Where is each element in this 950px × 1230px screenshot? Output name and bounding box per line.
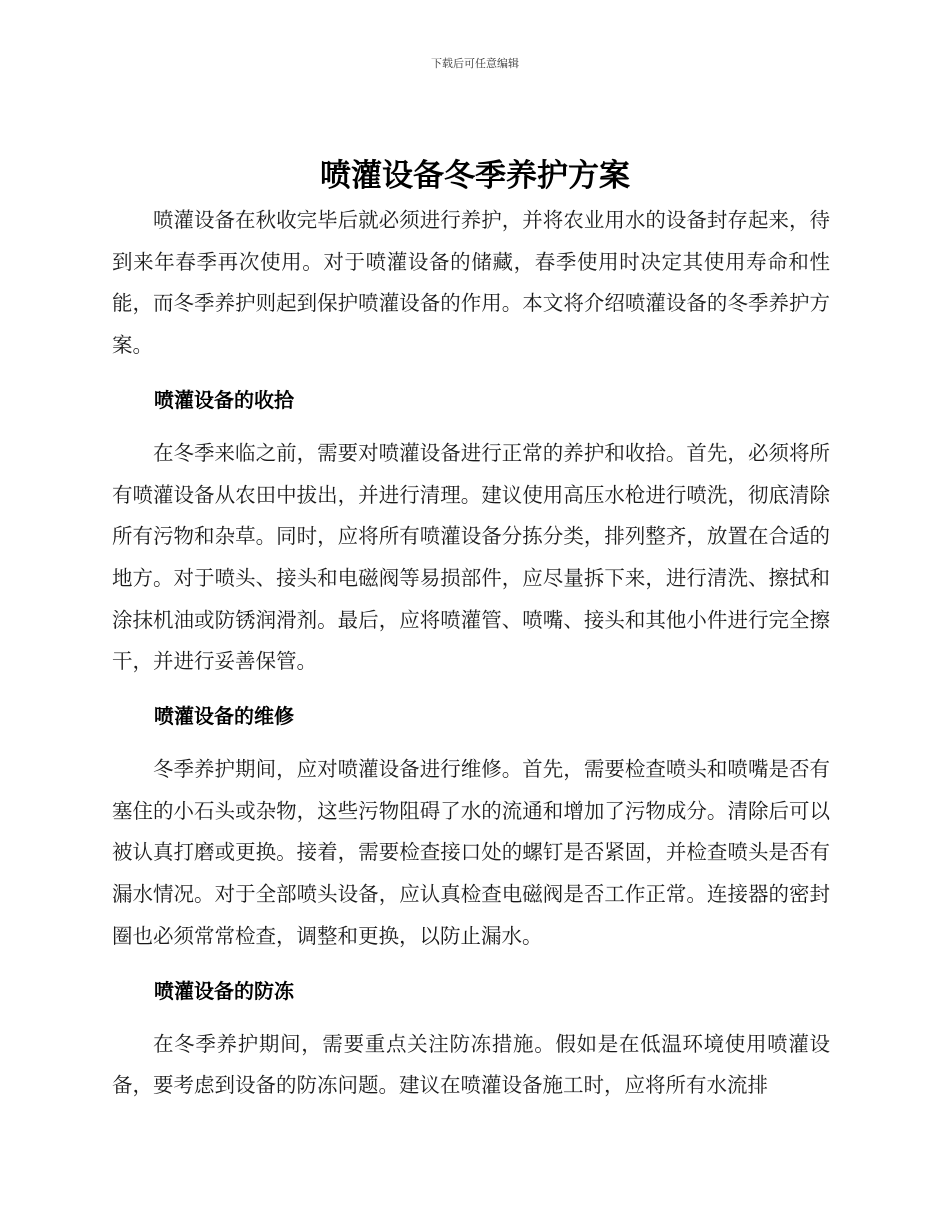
section-heading-antifreeze: 喷灌设备的防冻 xyxy=(154,978,294,1003)
section-paragraph-maintenance: 冬季养护期间，应对喷灌设备进行维修。首先，需要检查喷头和喷嘴是否有塞住的小石头或杂物，这些污物阻碍了水的流通和增加了污物成分。清除后可以被认真打磨或更换。接着，需要检查接口处的螺钉是否紧固，并检查喷头是否有漏水情况。对于全部喷头设备，应认真检查电磁阀是否工作正常。连接器的密封圈也必须常常检查，调整和更换，以防止漏水。 xyxy=(112,757,830,948)
document-body xyxy=(112,200,830,1107)
document-title: 喷灌设备冬季养护方案 xyxy=(320,158,630,194)
section-paragraph-antifreeze: 在冬季养护期间，需要重点关注防冻措施。假如是在低温环境使用喷灌设备，要考虑到设备的防冻问题。建议在喷灌设备施工时，应将所有水流排 xyxy=(112,1031,830,1098)
section-heading-maintenance: 喷灌设备的维修 xyxy=(154,704,294,729)
intro-paragraph: 喷灌设备在秋收完毕后就必须进行养护，并将农业用水的设备封存起来，待到来年春季再次使用。对于喷灌设备的储藏，春季使用时决定其使用寿命和性能，而冬季养护则起到保护喷灌设备的作用。本文将介绍喷灌设备的冬季养护方案。 xyxy=(112,208,830,358)
section-heading-storage: 喷灌设备的收拾 xyxy=(154,387,294,412)
section-paragraph-storage: 在冬季来临之前，需要对喷灌设备进行正常的养护和收拾。首先，必须将所有喷灌设备从农田中拔出，并进行清理。建议使用高压水枪进行喷洗，彻底清除所有污物和杂草。同时，应将所有喷灌设备分拣分类，排列整齐，放置在合适的地方。对于喷头、接头和电磁阀等易损部件，应尽量拆下来，进行清洗、擦拭和涂抹机油或防锈润滑剂。最后，应将喷灌管、喷嘴、接头和其他小件进行完全擦干，并进行妥善保管。 xyxy=(112,440,830,674)
page-header-note: 下载后可任意编辑 xyxy=(431,57,519,70)
